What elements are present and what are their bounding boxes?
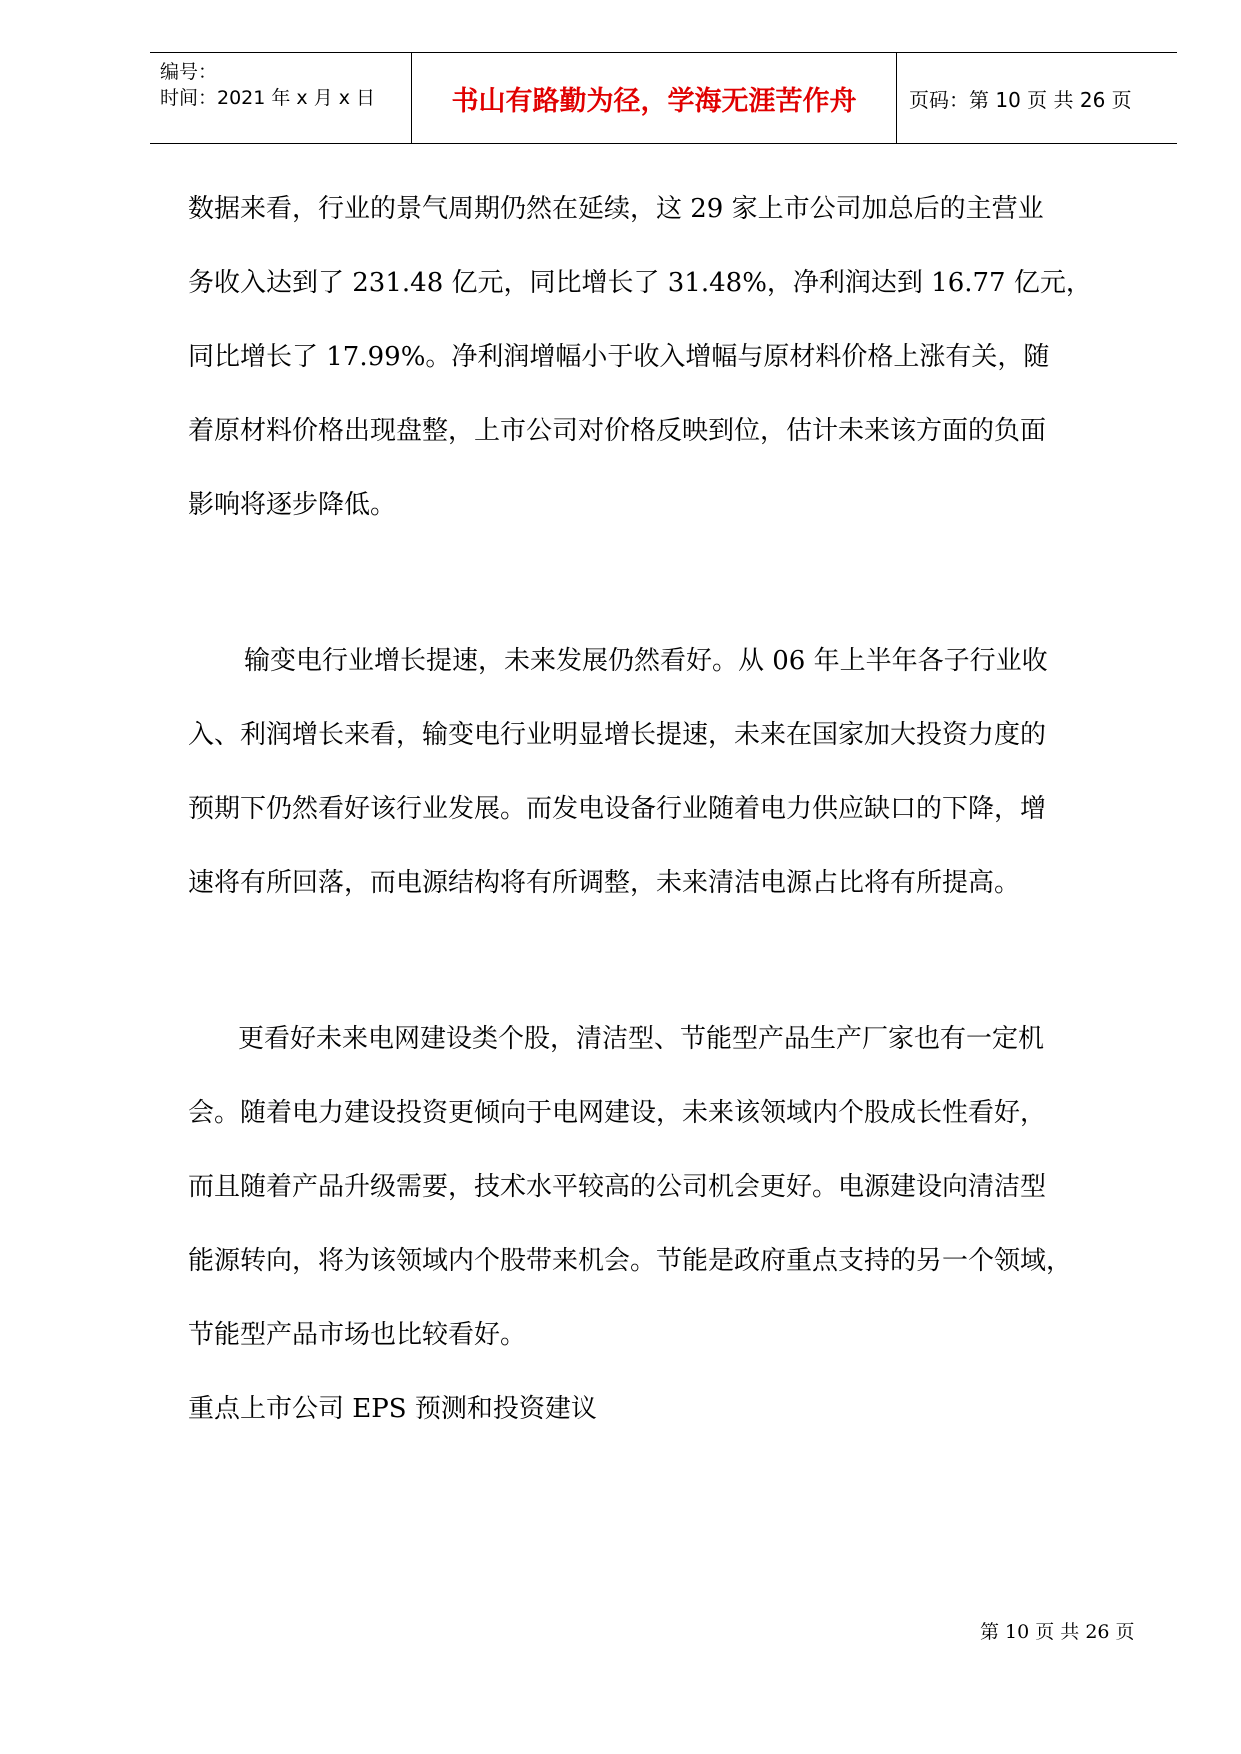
text-line: 影响将逐步降低。: [188, 490, 397, 520]
text-line: 节能型产品市场也比较看好。: [188, 1320, 527, 1350]
text-line: 预期下仍然看好该行业发展。而发电设备行业随着电力供应缺口的下降，增: [188, 794, 1047, 824]
text-line: 而且随着产品升级需要，技术水平较高的公司机会更好。电源建设向清洁型: [188, 1172, 1047, 1202]
paragraph-grid-construction: [188, 1002, 1148, 1372]
section-heading: 重点上市公司 EPS 预测和投资建议: [188, 1394, 597, 1424]
page-header: [150, 52, 1177, 144]
section-heading-block: [188, 1372, 1148, 1446]
text-line: 速将有所回落，而电源结构将有所调整，未来清洁电源占比将有所提高。: [188, 868, 1021, 898]
page-footer: 第 10 页 共 26 页: [980, 1621, 1135, 1643]
text-line: 能源转向，将为该领域内个股带来机会。节能是政府重点支持的另一个领域，: [188, 1246, 1073, 1276]
text-line: 会。随着电力建设投资更倾向于电网建设，未来该领域内个股成长性看好，: [188, 1098, 1047, 1128]
text-line: 输变电行业增长提速，未来发展仍然看好。从 06 年上半年各子行业收: [244, 646, 1048, 676]
header-page-number: 页码：第 10 页 共 26 页: [909, 87, 1132, 112]
document-time: 时间：2021 年 x 月 x 日: [160, 87, 376, 109]
header-motto: 书山有路勤为径，学海无涯苦作舟: [412, 53, 897, 143]
text-line: 同比增长了 17.99%。净利润增幅小于收入增幅与原材料价格上涨有关，随: [188, 342, 1050, 372]
text-line: 着原材料价格出现盘整，上市公司对价格反映到位，估计未来该方面的负面: [188, 416, 1047, 446]
header-meta: [150, 53, 412, 143]
text-line: 入、利润增长来看，输变电行业明显增长提速，未来在国家加大投资力度的: [188, 720, 1047, 750]
paragraph-industry-cycle: [188, 172, 1148, 542]
document-code-label: 编号：: [160, 61, 218, 83]
document-body: [188, 172, 1148, 1446]
paragraph-transmission-outlook: [188, 624, 1148, 920]
text-line: 数据来看，行业的景气周期仍然在延续，这 29 家上市公司加总后的主营业: [188, 194, 1044, 224]
text-line: 更看好未来电网建设类个股，清洁型、节能型产品生产厂家也有一定机: [238, 1024, 1045, 1054]
text-line: 务收入达到了 231.48 亿元，同比增长了 31.48%，净利润达到 16.77 亿元，: [188, 268, 1092, 298]
